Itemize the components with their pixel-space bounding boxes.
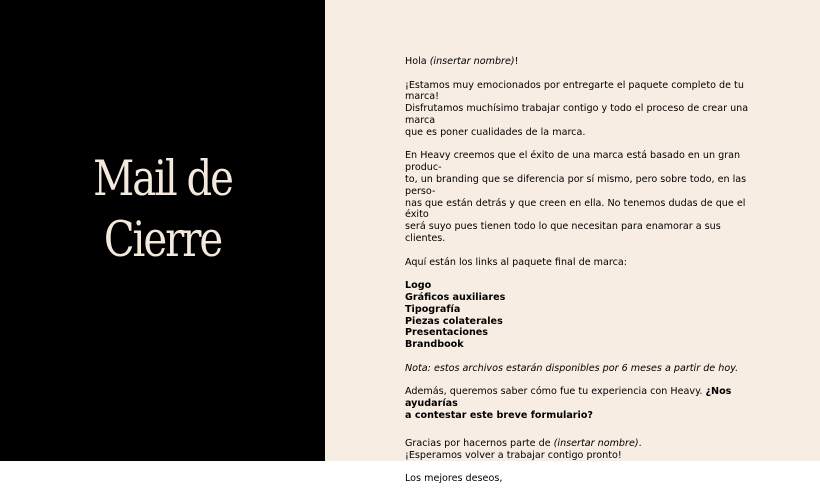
greeting-punctuation: ! — [514, 56, 519, 67]
link-auxiliary-graphics[interactable]: Gráficos auxiliares — [405, 291, 506, 303]
thanks-punctuation: . — [638, 437, 642, 449]
greeting-text: Hola — [405, 56, 430, 67]
thanks-line-2: ¡Esperamos volver a trabajar contigo pronto! — [405, 449, 622, 461]
link-collateral-pieces[interactable]: Piezas colaterales — [405, 315, 503, 327]
intro-line: que es poner cualidades de la marca. — [405, 126, 586, 138]
link-typography[interactable]: Tipografía — [405, 303, 461, 315]
thanks-paragraph — [405, 438, 750, 462]
link-brandbook[interactable]: Brandbook — [405, 339, 464, 351]
feedback-question: a contestar este breve formulario? — [405, 409, 593, 421]
link-logo[interactable]: Logo — [405, 280, 432, 292]
philosophy-line: nas que están detrás y que creen en ella. No tenemos dudas de que el éxito — [405, 197, 746, 221]
title-line-2: Cierre — [103, 211, 222, 268]
feedback-question: ¿Nos ayudarías — [405, 386, 732, 410]
intro-line: Disfrutamos muchísimo trabajar contigo y todo el proceso de crear una marca — [405, 103, 749, 126]
links-list — [405, 280, 750, 351]
philosophy-line: En Heavy creemos que el éxito de una marca está basado en un gran produc- — [405, 150, 741, 174]
philosophy-line: to, un branding que se diferencia por sí mismo, pero sobre todo, en las perso- — [405, 173, 747, 197]
greeting — [405, 56, 750, 68]
link-presentations[interactable]: Presentaciones — [405, 327, 488, 339]
letter-panel — [325, 0, 820, 485]
intro-line: ¡Estamos muy emocionados por entregarte el paquete completo de tu marca! — [405, 79, 744, 103]
signoff: Los mejores deseos, — [405, 473, 503, 485]
title-line-1: Mail de — [93, 150, 232, 207]
thanks-text: Gracias por hacernos parte de — [405, 437, 554, 449]
greeting-name-placeholder: (insertar nombre) — [429, 56, 515, 67]
thanks-name-placeholder: (insertar nombre) — [553, 437, 639, 449]
page-title — [29, 148, 296, 270]
feedback-text: Además, queremos saber cómo fue tu experiencia con Heavy. — [405, 386, 706, 398]
title-panel — [0, 0, 325, 461]
philosophy-paragraph — [405, 150, 750, 244]
philosophy-line: será suyo pues tienen todo lo que necesitan para enamorar a sus clientes. — [405, 221, 721, 244]
email-letter — [405, 56, 750, 497]
note-text: Nota: estos archivos estarán disponibles por 6 meses a partir de hoy. — [405, 362, 739, 374]
feedback-paragraph — [405, 386, 750, 421]
links-intro: Aquí están los links al paquete final de marca: — [405, 256, 628, 268]
intro-paragraph — [405, 80, 750, 139]
availability-note — [405, 363, 750, 375]
